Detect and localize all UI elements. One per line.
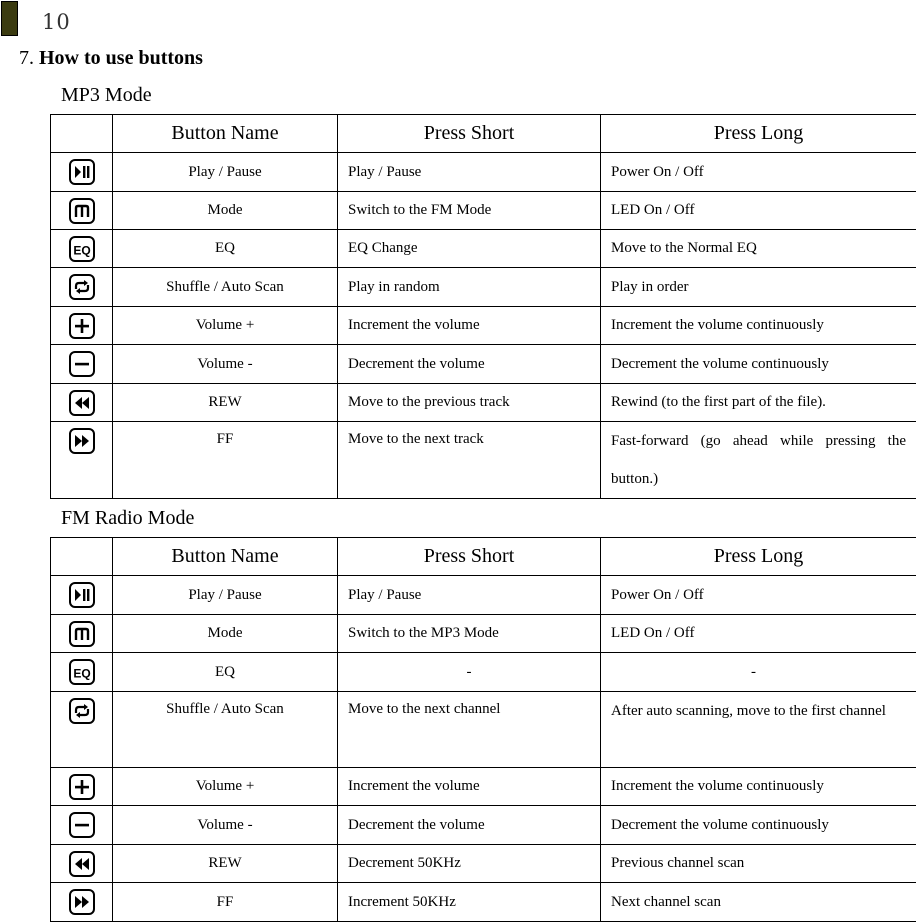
press-short-cell: Move to the next channel <box>338 692 601 768</box>
button-name-cell: Mode <box>113 615 338 653</box>
rewind-icon <box>69 851 95 877</box>
fast-forward-icon <box>69 889 95 915</box>
mp3-mode-heading: MP3 Mode <box>61 84 152 106</box>
rewind-icon <box>69 390 95 416</box>
table-row <box>51 268 916 307</box>
press-short-cell: Switch to the MP3 Mode <box>338 615 601 653</box>
header-button-name: Button Name <box>113 538 338 576</box>
button-name-cell: FF <box>113 883 338 922</box>
section-title-text: How to use buttons <box>39 47 203 69</box>
press-short-cell: Increment the volume <box>338 768 601 806</box>
press-short-cell: Decrement the volume <box>338 806 601 845</box>
svg-text:EQ: EQ <box>72 243 91 257</box>
table-row <box>51 230 916 268</box>
button-icon-cell <box>51 422 113 499</box>
header-icon-cell <box>51 538 113 576</box>
table-row <box>51 192 916 230</box>
section-number: 7. <box>19 47 34 69</box>
table-row <box>51 615 916 653</box>
table-row <box>51 883 916 922</box>
section-title <box>19 47 203 70</box>
press-long-cell: Power On / Off <box>601 576 916 615</box>
button-name-cell: EQ <box>113 230 338 268</box>
button-icon-cell <box>51 345 113 384</box>
press-long-cell: Increment the volume continuously <box>601 768 916 806</box>
table-row <box>51 653 916 692</box>
press-short-cell: - <box>338 653 601 692</box>
page-marker <box>1 1 18 36</box>
table-header-row <box>51 115 916 153</box>
press-long-cell: Move to the Normal EQ <box>601 230 916 268</box>
button-icon-cell <box>51 153 113 192</box>
mode-icon <box>69 198 95 224</box>
mp3-button-table <box>50 114 916 499</box>
button-icon-cell <box>51 268 113 307</box>
press-short-cell: Decrement 50KHz <box>338 845 601 883</box>
table-row <box>51 845 916 883</box>
press-short-cell: Switch to the FM Mode <box>338 192 601 230</box>
mode-icon <box>69 621 95 647</box>
svg-text:EQ: EQ <box>72 666 91 681</box>
table-row <box>51 692 916 768</box>
button-icon-cell <box>51 806 113 845</box>
volume-up-icon <box>69 774 95 800</box>
table-row <box>51 576 916 615</box>
header-press-short: Press Short <box>338 538 601 576</box>
button-icon-cell <box>51 576 113 615</box>
press-long-cell: Previous channel scan <box>601 845 916 883</box>
press-long-cell: Fast-forward (go ahead while pressing the button.) <box>601 422 916 499</box>
button-name-cell: EQ <box>113 653 338 692</box>
button-icon-cell <box>51 692 113 768</box>
table-header-row <box>51 538 916 576</box>
page-number: 10 <box>42 10 71 34</box>
press-short-cell: EQ Change <box>338 230 601 268</box>
fast-forward-icon <box>69 428 95 454</box>
button-icon-cell <box>51 384 113 422</box>
table-row <box>51 384 916 422</box>
button-name-cell: REW <box>113 384 338 422</box>
press-long-cell: Rewind (to the first part of the file). <box>601 384 916 422</box>
play-pause-icon <box>69 159 95 185</box>
fm-button-table <box>50 537 916 922</box>
button-name-cell: Volume - <box>113 345 338 384</box>
eq-icon <box>69 236 95 262</box>
press-short-cell: Play / Pause <box>338 153 601 192</box>
eq-icon <box>69 659 95 685</box>
button-icon-cell <box>51 230 113 268</box>
press-long-cell: After auto scanning, move to the first channel <box>601 692 916 768</box>
button-icon-cell <box>51 653 113 692</box>
press-long-cell: Decrement the volume continuously <box>601 345 916 384</box>
button-name-cell: Shuffle / Auto Scan <box>113 268 338 307</box>
header-button-name: Button Name <box>113 115 338 153</box>
press-short-cell: Increment the volume <box>338 307 601 345</box>
fm-mode-heading: FM Radio Mode <box>61 507 195 529</box>
button-name-cell: REW <box>113 845 338 883</box>
header-press-short: Press Short <box>338 115 601 153</box>
table-row <box>51 307 916 345</box>
button-icon-cell <box>51 192 113 230</box>
button-name-cell: Mode <box>113 192 338 230</box>
table-row <box>51 153 916 192</box>
play-pause-icon <box>69 582 95 608</box>
button-name-cell: FF <box>113 422 338 499</box>
table-row <box>51 345 916 384</box>
shuffle-icon <box>69 274 95 300</box>
table-row <box>51 768 916 806</box>
press-long-cell: Next channel scan <box>601 883 916 922</box>
press-short-cell: Move to the next track <box>338 422 601 499</box>
press-long-cell: LED On / Off <box>601 192 916 230</box>
press-long-cell: Play in order <box>601 268 916 307</box>
press-short-cell: Increment 50KHz <box>338 883 601 922</box>
button-name-cell: Volume + <box>113 768 338 806</box>
volume-down-icon <box>69 812 95 838</box>
press-long-cell: Decrement the volume continuously <box>601 806 916 845</box>
button-name-cell: Play / Pause <box>113 576 338 615</box>
table-row <box>51 806 916 845</box>
button-icon-cell <box>51 883 113 922</box>
header-press-long: Press Long <box>601 115 916 153</box>
button-icon-cell <box>51 615 113 653</box>
button-name-cell: Volume + <box>113 307 338 345</box>
button-name-cell: Play / Pause <box>113 153 338 192</box>
button-icon-cell <box>51 307 113 345</box>
button-name-cell: Volume - <box>113 806 338 845</box>
volume-down-icon <box>69 351 95 377</box>
press-long-cell: - <box>601 653 916 692</box>
volume-up-icon <box>69 313 95 339</box>
button-icon-cell <box>51 845 113 883</box>
shuffle-icon <box>69 698 95 724</box>
press-long-cell: Power On / Off <box>601 153 916 192</box>
button-name-cell: Shuffle / Auto Scan <box>113 692 338 768</box>
press-long-cell: LED On / Off <box>601 615 916 653</box>
press-short-cell: Play / Pause <box>338 576 601 615</box>
press-short-cell: Move to the previous track <box>338 384 601 422</box>
header-press-long: Press Long <box>601 538 916 576</box>
table-row <box>51 422 916 499</box>
press-long-cell: Increment the volume continuously <box>601 307 916 345</box>
header-icon-cell <box>51 115 113 153</box>
press-short-cell: Play in random <box>338 268 601 307</box>
button-icon-cell <box>51 768 113 806</box>
press-short-cell: Decrement the volume <box>338 345 601 384</box>
